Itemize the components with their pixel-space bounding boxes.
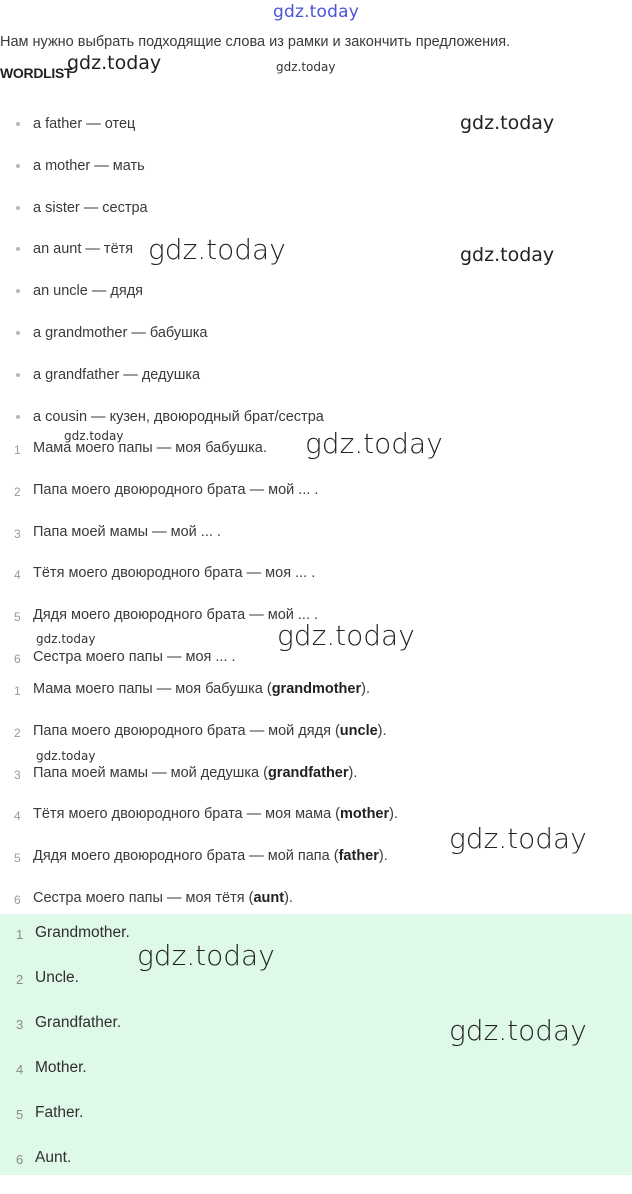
item-number: 3 [14,526,21,541]
watermark: gdz.today [277,619,415,652]
list-item: a father — отец [0,112,632,154]
item-number: 5 [14,851,21,866]
watermark: gdz.today [67,52,162,74]
list-item: 3 Папа моей мамы — мой ... . [14,523,221,541]
bullet-icon [16,373,20,377]
watermark: gdz.today [449,1014,587,1047]
watermark: gdz.today [36,749,96,763]
item-number: 4 [14,568,21,583]
list-item: 5 Дядя моего двоюродного брата — мой папа (father). [14,848,388,866]
list-item: 6 Сестра моего папы — моя ... . [14,648,236,666]
wordlist [0,112,632,446]
site-logo[interactable]: gdz.today [272,2,360,22]
list-item: 4 Тётя моего двоюродного брата — моя мама (mother). [14,806,399,824]
list-item: a mother — мать [0,154,632,196]
task-sentences [0,440,632,691]
item-number: 6 [14,892,21,907]
watermark: gdz.today [460,112,555,134]
completed-sentences [0,681,632,932]
watermark: gdz.today [305,427,443,460]
item-number: 2 [14,725,21,740]
bullet-icon [16,247,20,251]
item-number: 3 [14,767,21,782]
list-item: 6 Aunt. [16,1149,72,1167]
answer-word: mother [340,806,390,823]
bullet-icon [16,289,20,293]
answer-word: uncle [339,722,378,739]
list-item: an uncle — дядя [0,279,632,321]
task-instruction: Нам нужно выбрать подходящие слова из рамки и закончить предложения. [0,34,511,50]
watermark: gdz.today [276,60,336,74]
list-item: 6 Сестра моего папы — моя тётя (aunt). [14,889,293,907]
bullet-icon [16,331,20,335]
watermark: gdz.today [64,429,124,443]
bullet-icon [16,206,20,210]
list-item: an aunt — тётя [0,237,632,279]
item-number: 1 [14,684,21,698]
bullet-icon [16,164,20,168]
watermark: gdz.today [449,822,587,855]
list-item: 2 Uncle. [16,969,79,987]
list-item: 4 Тётя моего двоюродного брата — моя ... . [14,565,316,583]
list-item: 4 Mother. [16,1059,87,1077]
watermark: gdz.today [36,632,96,646]
list-item: 2 Папа моего двоюродного брата — мой ... . [14,481,319,499]
item-number: 2 [16,972,24,987]
item-number: 5 [14,610,21,625]
list-item: 1 Мама моего папы — моя бабушка (grandmother). [14,681,370,698]
item-number: 5 [16,1107,24,1122]
list-item: a cousin — кузен, двоюродный брат/сестра [0,405,632,447]
answer-word: father [338,848,379,865]
answer-word: grandmother [271,681,362,697]
list-item: 5 Дядя моего двоюродного брата — мой ... . [14,607,319,625]
item-number: 4 [14,809,21,824]
list-item: a grandmother — бабушка [0,321,632,363]
list-item: 3 Папа моей мамы — мой дедушка (grandfather). [14,764,358,782]
list-item: 2 Папа моего двоюродного брата — мой дядя (uncle). [14,722,387,740]
wordlist-heading: WORDLIST [0,65,73,81]
list-item: 5 Father. [16,1104,84,1122]
answer-word: aunt [253,889,285,906]
list-item: a grandfather — дедушка [0,363,632,405]
list-item: 1 Grandmother. [16,924,130,942]
answer-word: grandfather [267,764,349,781]
list-item: a sister — сестра [0,196,632,238]
item-number: 4 [16,1062,24,1077]
bullet-icon [16,415,20,419]
answer-list [0,924,632,1194]
item-number: 6 [16,1152,24,1167]
list-item: 1 Мама моего папы — моя бабушка. [14,440,267,457]
watermark: gdz.today [460,244,555,266]
bullet-icon [16,122,20,126]
watermark: gdz.today [137,939,275,972]
item-number: 1 [16,927,24,942]
item-number: 1 [14,443,21,457]
item-number: 3 [16,1017,24,1032]
list-item: 3 Grandfather. [16,1014,122,1032]
watermark: gdz.today [148,233,286,266]
item-number: 2 [14,484,21,499]
item-number: 6 [14,651,21,666]
